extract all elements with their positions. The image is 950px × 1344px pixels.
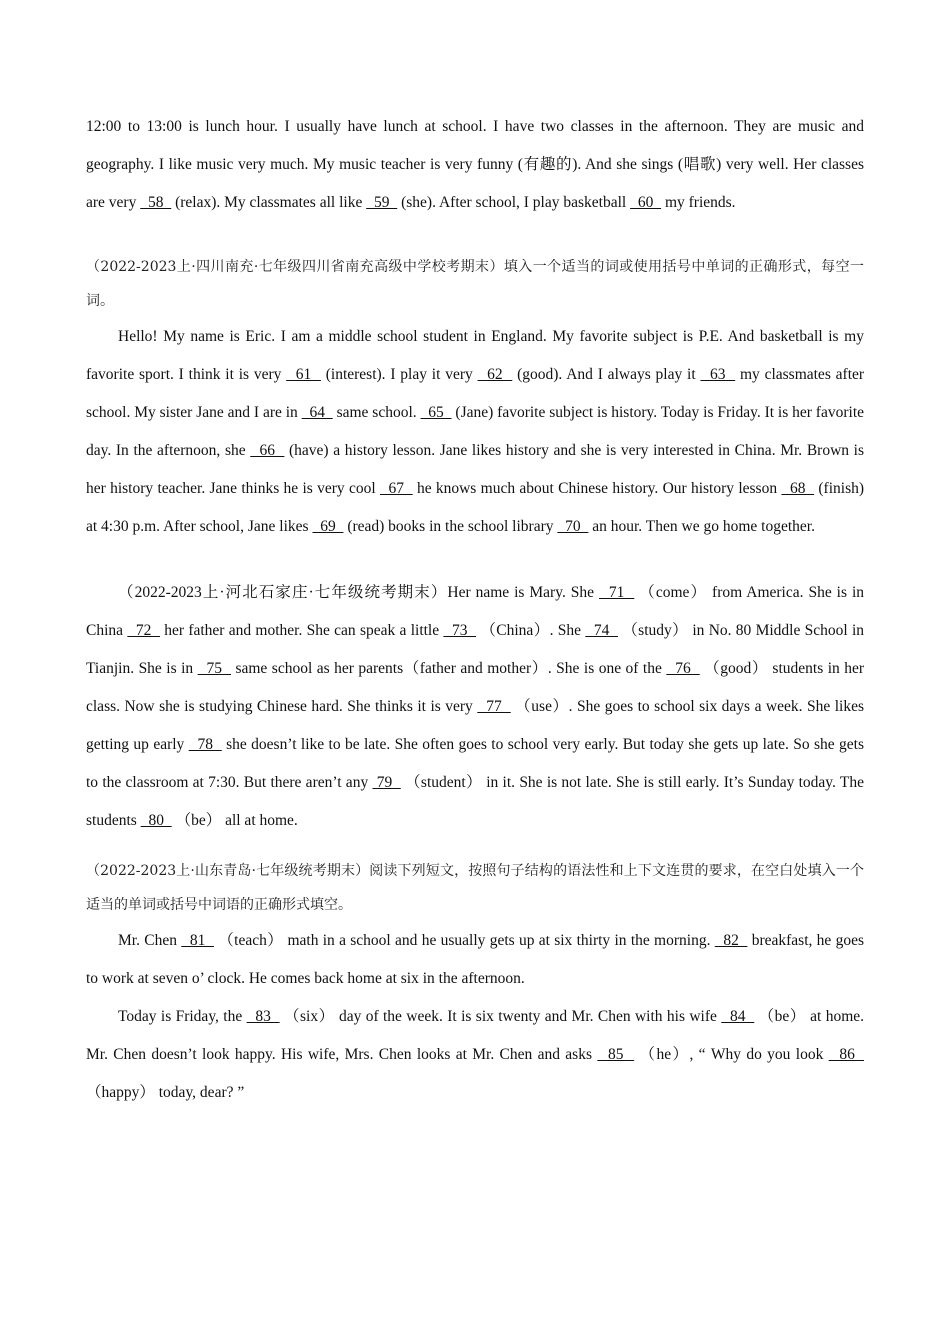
passage-text: (read) books in the school library (343, 518, 558, 535)
passage-text: an hour. Then we go home together. (588, 518, 815, 535)
passage-text: (she). After school, I play basketball (397, 194, 631, 211)
passage-text: Hello! My name is Eric. I am a middle school student in England. My favorite subject is P.E. And basketball is my favorite sport. I think it is very (86, 328, 864, 383)
passage-text: she doesn’t like to be late. She often goes to school very early. But today she gets up late. So she gets to the classroom at 7:30. But there aren’t any (86, 736, 865, 791)
answer-blank: 76 (666, 660, 700, 677)
answer-blank: 70 (557, 518, 589, 535)
passage-paragraph (86, 108, 864, 222)
answer-blank: 68 (781, 480, 815, 497)
answer-blank: 60 (630, 194, 662, 211)
answer-blank: 80 (140, 812, 172, 829)
passage-text: （student） in it. She is not late. She is still early. It’s Sunday today. The students (86, 774, 864, 829)
answer-blank: 69 (312, 518, 344, 535)
answer-blank: 81 (181, 932, 214, 949)
passage-section-1 (86, 108, 864, 222)
answer-blank: 66 (250, 442, 285, 459)
passage-text: （good） students in her class. Now she is studying Chinese hard. She thinks it is very (86, 660, 865, 715)
passage-text: （study） in No. 80 Middle School in Tianjin. She is in (86, 622, 865, 677)
answer-blank: 65 (420, 404, 452, 421)
question-source-instruction: （2022-2023上·山东青岛·七年级统考期末）阅读下列短文，按照句子结构的语法性和上下文连贯的要求，在空白处填入一个适当的单词或括号中词语的正确形式填空。 (86, 863, 864, 913)
passage-section-3 (86, 574, 864, 840)
answer-blank: 71 (599, 584, 635, 601)
passage-text: (good). And I always play it (512, 366, 701, 383)
passage-text: same school as her parents（father and mother）. She is one of the (231, 660, 667, 677)
passage-section-2 (86, 250, 864, 546)
answer-blank: 86 (828, 1046, 865, 1063)
answer-blank: 61 (286, 366, 321, 383)
passage-text: (Jane) favorite subject is history. Today is Friday. It is her favorite day. In the afternoon, she (86, 404, 865, 459)
answer-blank: 75 (197, 660, 231, 677)
passage-text: he knows much about Chinese history. Our history lesson (412, 480, 782, 497)
passage-text: her father and mother. She can speak a little (159, 622, 444, 639)
passage-text: （he）, “ Why do you look (634, 1046, 829, 1063)
passage-text: （be） all at home. (171, 812, 298, 829)
answer-blank: 63 (700, 366, 736, 383)
passage-text: Mr. Chen (118, 932, 182, 949)
passage-section-4 (86, 854, 864, 1112)
passage-text: (have) a history lesson. Jane likes history and she is very interested in China. Mr. Brown is her history teacher. Jane thinks he is very cool (86, 442, 865, 497)
answer-blank: 85 (597, 1046, 635, 1063)
passage-text: (interest). I play it very (320, 366, 478, 383)
answer-blank: 64 (301, 404, 333, 421)
passage-text: my friends. (661, 194, 736, 211)
passage-text: （teach） math in a school and he usually gets up at six thirty in the morning. (213, 932, 715, 949)
passage-paragraph (86, 574, 864, 840)
passage-text: （be） at home. Mr. Chen doesn’t look happy. His wife, Mrs. Chen looks at Mr. Chen and asks (86, 1008, 865, 1063)
passage-text: breakfast, he goes to work at seven o’ clock. He comes back home at six in the afternoon. (86, 932, 865, 987)
passage-text: 12:00 to 13:00 is lunch hour. I usually have lunch at school. I have two classes in the afternoon. They are music and geography. I like music very much. My music teacher is very funny (有趣的). And she sings (唱歌) very well. Her classes are very (86, 118, 864, 211)
passage-text: my classmates after school. My sister Jane and I are in (86, 366, 865, 421)
passage-text: same school. (332, 404, 421, 421)
passage-text: (relax). My classmates all like (171, 194, 367, 211)
answer-blank: 84 (721, 1008, 755, 1025)
answer-blank: 83 (246, 1008, 280, 1025)
answer-blank: 74 (585, 622, 618, 639)
passage-text: （China）. She (476, 622, 586, 639)
answer-blank: 82 (714, 932, 748, 949)
passage-text: （use）. She goes to school six days a week. She likes getting up early (86, 698, 864, 753)
answer-blank: 62 (477, 366, 513, 383)
passage-text: Today is Friday, the (118, 1008, 247, 1025)
answer-blank: 67 (379, 480, 413, 497)
answer-blank: 79 (372, 774, 401, 791)
answer-blank: 58 (140, 194, 172, 211)
passage-paragraph (86, 998, 864, 1112)
question-source-instruction: （2022-2023上·四川南充·七年级四川省南充高级中学校考期末）填入一个适当的词或使用括号中单词的正确形式，每空一词。 (86, 259, 864, 309)
passage-text: （six） day of the week. It is six twenty and Mr. Chen with his wife (279, 1008, 722, 1025)
passage-text: （happy） today, dear? ” (86, 1084, 245, 1101)
passage-paragraph (86, 318, 864, 546)
answer-blank: 59 (366, 194, 398, 211)
passage-text: （come） from America. She is in China (86, 584, 865, 639)
answer-blank: 78 (188, 736, 222, 753)
passage-text: （2022-2023上·河北石家庄·七年级统考期末）Her name is Mary. She (118, 584, 599, 601)
document-page (86, 108, 864, 1112)
answer-blank: 72 (127, 622, 160, 639)
passage-paragraph (86, 922, 864, 998)
answer-blank: 73 (443, 622, 477, 639)
passage-text: (finish) at 4:30 p.m. After school, Jane likes (86, 480, 865, 535)
answer-blank: 77 (477, 698, 511, 715)
